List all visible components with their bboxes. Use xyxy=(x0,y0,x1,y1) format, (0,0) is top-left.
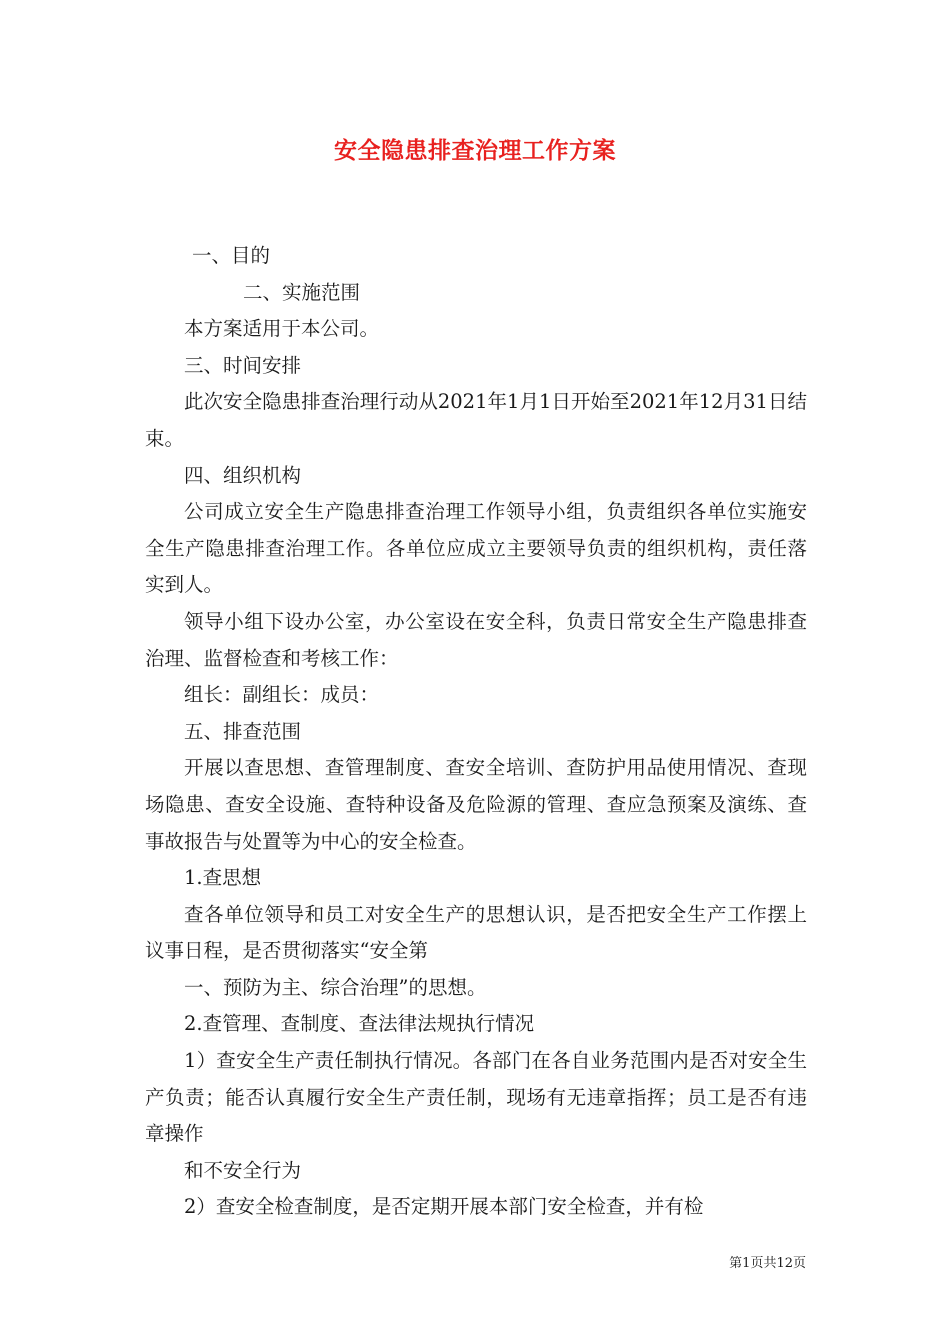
paragraph: 组长：副组长：成员： xyxy=(184,683,380,707)
paragraph: 公司成立安全生产隐患排查治理工作领导小组，负责组织各单位实施安全生产隐患排查治理工作。各单位应成立主要领导负责的组织机构，责任落实到人。 xyxy=(145,500,807,597)
paragraph: 1）查安全生产责任制执行情况。各部门在各自业务范围内是否对安全生产负责；能否认真履行安全生产责任制，现场有无违章指挥；员工是否有违章操作 xyxy=(145,1049,807,1146)
section-heading-scope: 二、实施范围 xyxy=(243,280,361,304)
subsection-heading: 1.查思想 xyxy=(184,866,262,890)
paragraph: 查各单位领导和员工对安全生产的思想认识，是否把安全生产工作摆上议事日程，是否贯彻落实“安全第 xyxy=(145,902,807,963)
paragraph: 开展以查思想、查管理制度、查安全培训、查防护用品使用情况、查现场隐患、查安全设施、查特种设备及危险源的管理、查应急预案及演练、查事故报告与处置等为中心的安全检查。 xyxy=(145,756,807,853)
paragraph: 领导小组下设办公室，办公室设在安全科，负责日常安全生产隐患排查治理、监督检查和考核工作： xyxy=(145,609,807,670)
paragraph: 和不安全行为 xyxy=(184,1158,302,1182)
paragraph: 此次安全隐患排查治理行动从2021年1月1日开始至2021年12月31日结束。 xyxy=(145,390,807,450)
section-heading-organization: 四、组织机构 xyxy=(184,463,302,487)
section-heading-inspection-scope: 五、排查范围 xyxy=(184,719,302,743)
subsection-heading: 2.查管理、查制度、查法律法规执行情况 xyxy=(184,1012,535,1036)
paragraph: 一、预防为主、综合治理”的思想。 xyxy=(184,975,487,999)
section-heading-purpose: 一、目的 xyxy=(192,244,271,267)
paragraph: 本方案适用于本公司。 xyxy=(184,317,380,341)
document-body xyxy=(145,238,807,1226)
page-number: 第1页共12页 xyxy=(729,1256,806,1271)
document-title: 安全隐患排查治理工作方案 xyxy=(334,137,616,164)
paragraph: 2）查安全检查制度，是否定期开展本部门安全检查，并有检 xyxy=(184,1195,704,1219)
section-heading-schedule: 三、时间安排 xyxy=(184,353,302,377)
